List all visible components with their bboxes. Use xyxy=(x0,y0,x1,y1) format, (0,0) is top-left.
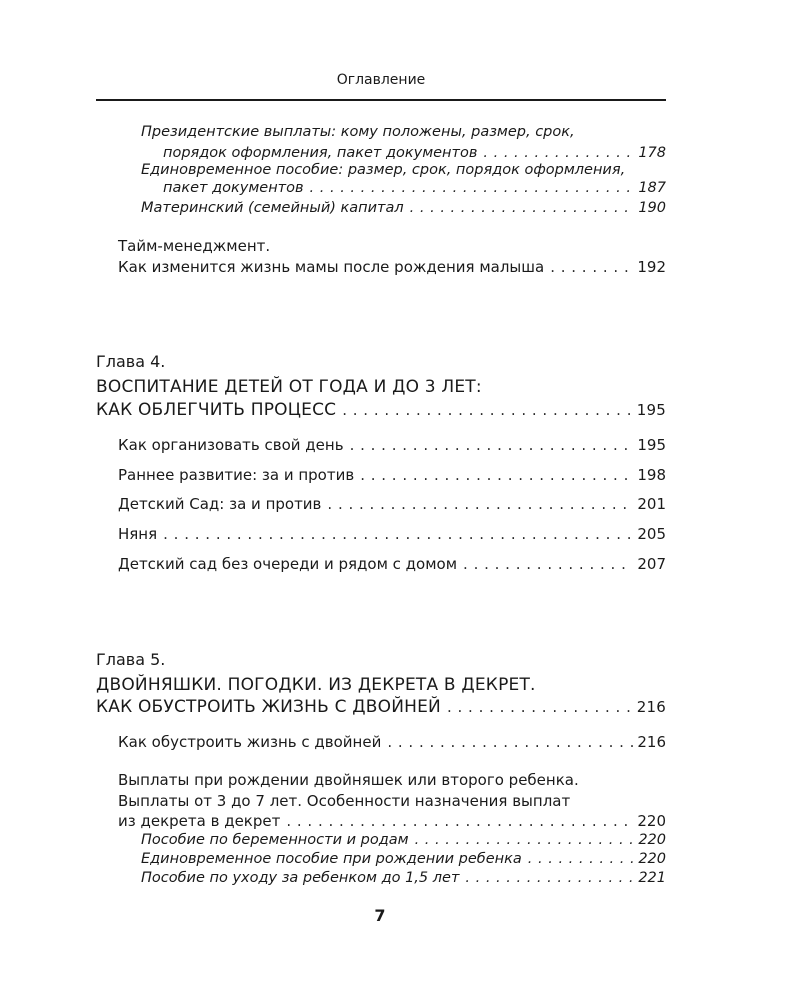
toc-chapter-4[interactable] xyxy=(96,400,666,420)
dot-leader xyxy=(360,466,633,484)
toc-subitem-presidential-line1: Президентские выплаты: кому положены, размер, срок, xyxy=(141,124,575,140)
header-rule xyxy=(96,99,666,101)
dot-leader xyxy=(387,733,633,751)
toc-entry-title: КАК ОБЛЕГЧИТЬ ПРОЦЕСС xyxy=(96,400,337,420)
toc-chapter-5[interactable] xyxy=(96,697,666,717)
toc-page-number: 178 xyxy=(638,145,666,161)
toc-subitem-lumpsum[interactable] xyxy=(163,180,666,196)
toc-entry-title: Детский Сад: за и против xyxy=(118,495,322,513)
dot-leader xyxy=(327,495,633,513)
toc-entry-title: из декрета в декрет xyxy=(118,812,281,830)
toc-subitem-pregnancy-benefit[interactable] xyxy=(141,832,666,848)
chapter-5-label: Глава 5. xyxy=(96,650,166,669)
toc-entry-title: Материнский (семейный) капитал xyxy=(141,200,404,216)
toc-item-payments-line1: Выплаты при рождении двойняшек или второго ребенка. xyxy=(118,771,579,789)
toc-subitem-presidential[interactable] xyxy=(163,145,666,161)
toc-entry-title: пакет документов xyxy=(163,180,304,196)
dot-leader xyxy=(310,180,635,196)
dot-leader xyxy=(286,812,633,830)
toc-entry-title: КАК ОБУСТРОИТЬ ЖИЗНЬ С ДВОЙНЕЙ xyxy=(96,697,441,717)
dot-leader xyxy=(410,200,635,216)
toc-item-payments-line2: Выплаты от 3 до 7 лет. Особенности назначения выплат xyxy=(118,792,571,810)
toc-item-time-management-line1: Тайм-менеджмент. xyxy=(118,237,271,255)
toc-entry-title: Как обустроить жизнь с двойней xyxy=(118,733,382,751)
chapter-4-label: Глава 4. xyxy=(96,352,166,371)
toc-page-number: 190 xyxy=(638,200,666,216)
toc-item-early-development[interactable] xyxy=(118,466,666,484)
dot-leader xyxy=(528,851,635,867)
toc-page-number: 216 xyxy=(636,698,666,716)
dot-leader xyxy=(163,525,633,543)
toc-item-nanny[interactable] xyxy=(118,525,666,543)
toc-page-number: 198 xyxy=(637,466,666,484)
chapter-5-title-line1: ДВОЙНЯШКИ. ПОГОДКИ. ИЗ ДЕКРЕТА В ДЕКРЕТ. xyxy=(96,675,536,695)
toc-entry-title: Единовременное пособие при рождении ребенка xyxy=(141,851,522,867)
toc-page-number: 216 xyxy=(637,733,666,751)
toc-subitem-birth-lumpsum[interactable] xyxy=(141,851,666,867)
toc-page-number: 195 xyxy=(636,401,666,419)
toc-subitem-maternity-capital[interactable] xyxy=(141,200,666,216)
toc-subitem-lumpsum-line1: Единовременное пособие: размер, срок, порядок оформления, xyxy=(141,162,626,178)
toc-page-number: 220 xyxy=(638,832,666,848)
running-header: Оглавление xyxy=(336,72,426,88)
toc-entry-title: порядок оформления, пакет документов xyxy=(163,145,478,161)
toc-subitem-childcare-benefit[interactable] xyxy=(141,870,666,886)
toc-entry-title: Пособие по беременности и родам xyxy=(141,832,409,848)
toc-entry-title: Как изменится жизнь мамы после рождения малыша xyxy=(118,258,545,276)
page-number: 7 xyxy=(374,906,386,925)
toc-item-payments[interactable] xyxy=(118,812,666,830)
toc-entry-title: Раннее развитие: за и против xyxy=(118,466,355,484)
toc-item-twins-life[interactable] xyxy=(118,733,666,751)
toc-item-kindergarten-no-queue[interactable] xyxy=(118,555,666,573)
toc-page-number: 207 xyxy=(637,555,666,573)
toc-page-number: 195 xyxy=(637,436,666,454)
dot-leader xyxy=(465,870,634,886)
toc-page-number: 221 xyxy=(638,870,666,886)
dot-leader xyxy=(483,145,634,161)
chapter-4-title-line1: ВОСПИТАНИЕ ДЕТЕЙ ОТ ГОДА И ДО 3 ЛЕТ: xyxy=(96,377,482,397)
dot-leader xyxy=(463,555,633,573)
toc-item-time-management[interactable] xyxy=(118,258,666,276)
toc-entry-title: Няня xyxy=(118,525,158,543)
toc-entry-title: Детский сад без очереди и рядом с домом xyxy=(118,555,458,573)
dot-leader xyxy=(447,698,633,716)
toc-page-number: 187 xyxy=(638,180,666,196)
toc-page-number: 205 xyxy=(637,525,666,543)
toc-item-organize-day[interactable] xyxy=(118,436,666,454)
toc-item-kindergarten[interactable] xyxy=(118,495,666,513)
toc-page-number: 220 xyxy=(637,812,666,830)
toc-entry-title: Пособие по уходу за ребенком до 1,5 лет xyxy=(141,870,460,886)
dot-leader xyxy=(350,436,634,454)
dot-leader xyxy=(550,258,633,276)
toc-page-number: 201 xyxy=(637,495,666,513)
toc-page-number: 192 xyxy=(637,258,666,276)
dot-leader xyxy=(342,401,633,419)
dot-leader xyxy=(415,832,635,848)
toc-entry-title: Как организовать свой день xyxy=(118,436,344,454)
toc-page-number: 220 xyxy=(638,851,666,867)
